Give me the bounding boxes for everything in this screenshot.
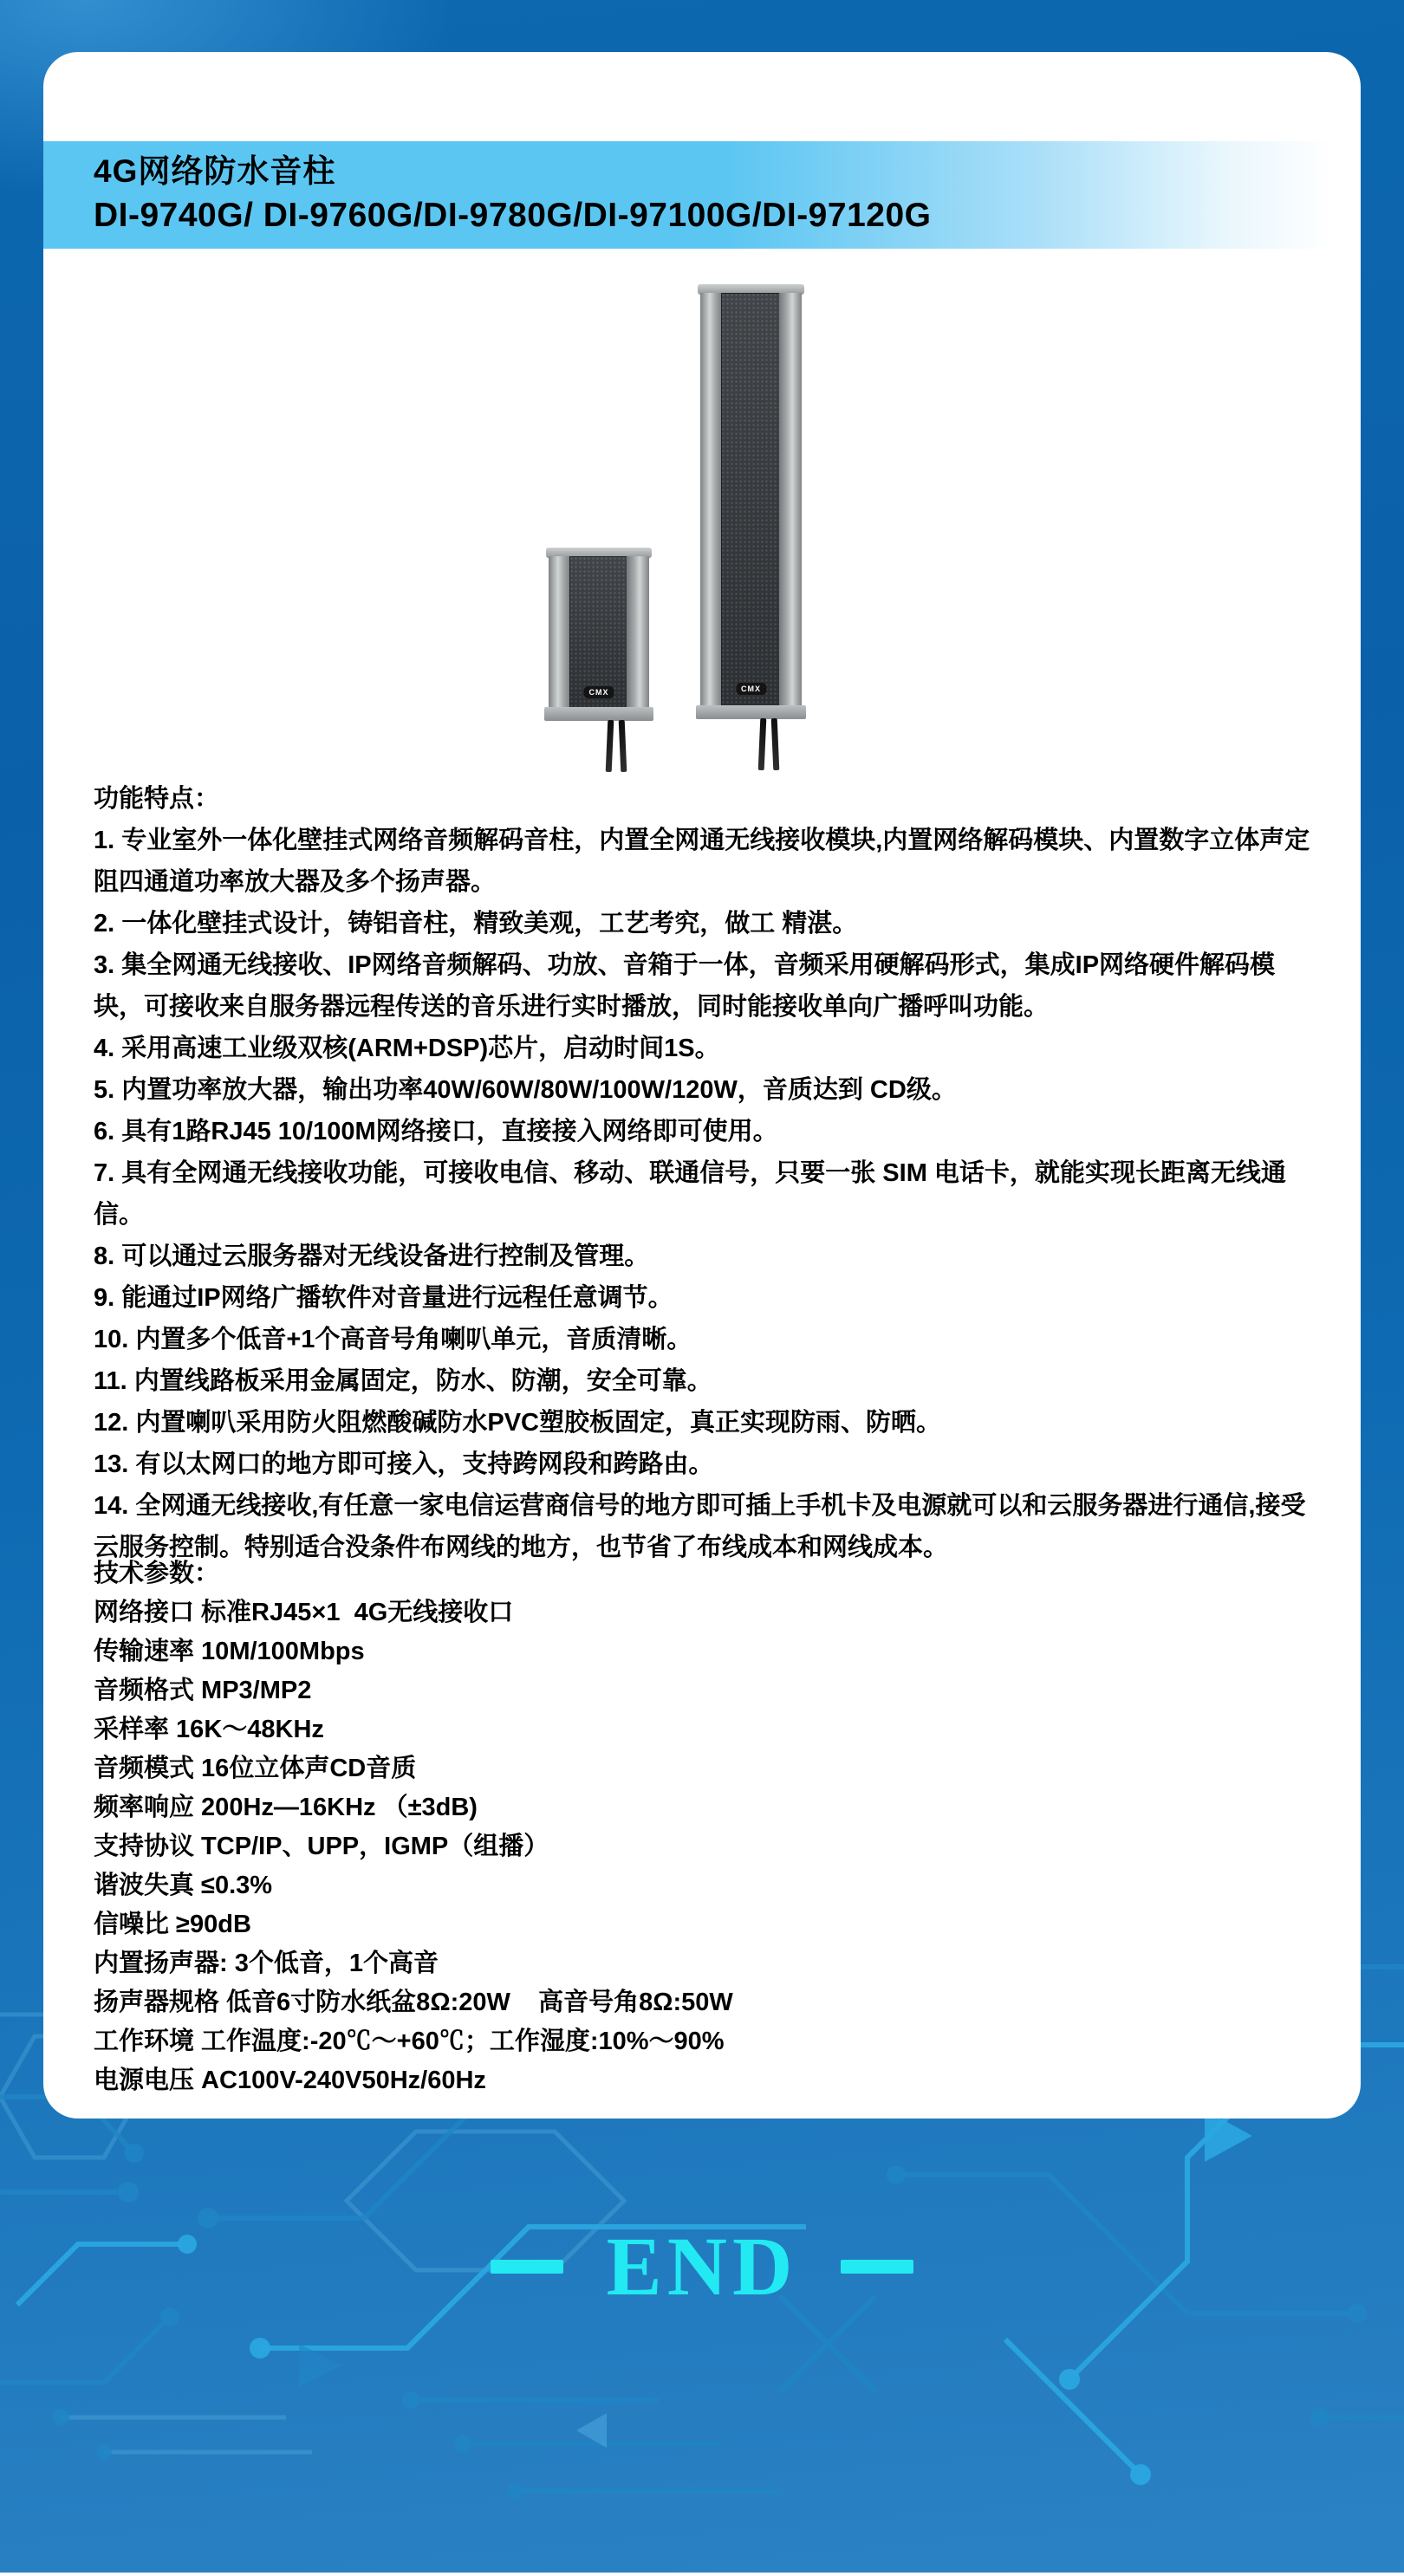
speaker-left-rail xyxy=(549,556,571,708)
speaker-right-rail xyxy=(627,556,649,708)
feature-item: 6. 具有1路RJ45 10/100M网络接口，直接接入网络即可使用。 xyxy=(94,1118,778,1145)
feature-item: 7. 具有全网通无线接收功能，可接收电信、移动、联通信号，只要一张 SIM 电话卡，就能实现长距离无线通信。 xyxy=(94,1159,1286,1229)
spec-item: 音频格式 MP3/MP2 xyxy=(94,1677,312,1704)
spec-item: 内置扬声器: 3个低音，1个高音 xyxy=(94,1950,439,1977)
spec-item: 信噪比 ≥90dB xyxy=(94,1911,251,1938)
end-dash-right xyxy=(841,2260,913,2274)
speaker-bottom-cap xyxy=(544,707,653,721)
feature-item: 11. 内置线路板采用金属固定，防水、防潮，安全可靠。 xyxy=(94,1367,712,1395)
speaker-left-rail xyxy=(700,293,723,706)
speaker-grille xyxy=(721,293,781,706)
speaker-right-rail xyxy=(779,293,802,706)
page-title: 4G网络防水音柱 xyxy=(94,153,336,189)
brand-logo-badge: CMX xyxy=(584,686,614,698)
specs-heading: 技术参数： xyxy=(94,1560,220,1587)
end-dash-left xyxy=(491,2260,563,2274)
product-image-tall-speaker xyxy=(700,284,802,719)
spec-item: 电源电压 AC100V-240V50Hz/60Hz xyxy=(94,2067,486,2094)
mounting-prong xyxy=(619,720,627,772)
mounting-prong xyxy=(606,720,614,772)
product-models: DI-9740G/ DI-9760G/DI-9780G/DI-97100G/DI-97120G xyxy=(94,197,932,234)
speaker-grille xyxy=(569,556,628,708)
feature-item: 5. 内置功率放大器，输出功率40W/60W/80W/100W/120W，音质达到 CD级。 xyxy=(94,1076,957,1104)
feature-item: 10. 内置多个低音+1个高音号角喇叭单元，音质清晰。 xyxy=(94,1326,692,1353)
spec-item: 工作环境 工作温度:-20℃～+60℃；工作湿度:10%～90% xyxy=(94,2028,725,2055)
mounting-prong xyxy=(771,718,780,770)
end-footer xyxy=(0,2215,1404,2319)
feature-item: 8. 可以通过云服务器对无线设备进行控制及管理。 xyxy=(94,1243,650,1270)
end-label: END xyxy=(606,2220,798,2313)
feature-item: 13. 有以太网口的地方即可接入，支持跨网段和跨路由。 xyxy=(94,1450,714,1478)
specs-list xyxy=(94,1593,1317,2100)
spec-item: 频率响应 200Hz—16KHz （±3dB) xyxy=(94,1794,478,1821)
product-image-small-speaker xyxy=(549,548,649,721)
spec-item: 扬声器规格 低音6寸防水纸盆8Ω:20W 高音号角8Ω:50W xyxy=(94,1989,733,2016)
spec-item: 支持协议 TCP/IP、UPP，IGMP（组播） xyxy=(94,1833,549,1860)
brand-logo-badge: CMX xyxy=(736,683,766,695)
features-list xyxy=(94,820,1317,1568)
title-band xyxy=(43,141,1361,249)
spec-item: 网络接口 标准RJ45×1 4G无线接收口 xyxy=(94,1599,514,1626)
content-card xyxy=(43,52,1361,2119)
speaker-body xyxy=(700,293,802,706)
mounting-prong xyxy=(758,718,767,770)
feature-item: 1. 专业室外一体化壁挂式网络音频解码音柱，内置全网通无线接收模块,内置网络解码模块、内置数字立体声定阻四通道功率放大器及多个扬声器。 xyxy=(94,827,1310,896)
specs-section xyxy=(94,1554,1317,2100)
speaker-body xyxy=(549,556,649,708)
feature-item: 12. 内置喇叭采用防火阻燃酸碱防水PVC塑胶板固定，真正实现防雨、防晒。 xyxy=(94,1409,942,1437)
feature-item: 14. 全网通无线接收,有任意一家电信运营商信号的地方即可插上手机卡及电源就可以和云服务器进行通信,接受云服务控制。特别适合没条件布网线的地方，也节省了布线成本和网线成本。 xyxy=(94,1492,1306,1561)
features-heading: 功能特点： xyxy=(94,785,220,813)
feature-item: 9. 能通过IP网络广播软件对音量进行远程任意调节。 xyxy=(94,1284,673,1312)
feature-item: 2. 一体化壁挂式设计，铸铝音柱，精致美观，工艺考究，做工 精湛。 xyxy=(94,910,858,938)
bottom-edge xyxy=(0,2573,1404,2576)
spec-item: 传输速率 10M/100Mbps xyxy=(94,1638,365,1665)
feature-item: 4. 采用高速工业级双核(ARM+DSP)芯片，启动时间1S。 xyxy=(94,1035,720,1062)
spec-item: 谐波失真 ≤0.3% xyxy=(94,1872,273,1899)
spec-item: 音频模式 16位立体声CD音质 xyxy=(94,1755,417,1782)
spec-item: 采样率 16K～48KHz xyxy=(94,1716,324,1743)
speaker-bottom-cap xyxy=(696,705,806,719)
feature-item: 3. 集全网通无线接收、IP网络音频解码、功放、音箱于一体，音频采用硬解码形式，集成IP网络硬件解码模块，可接收来自服务器远程传送的音乐进行实时播放，同时能接收单向广播呼叫功能。 xyxy=(94,951,1276,1021)
features-section xyxy=(94,778,1317,1568)
